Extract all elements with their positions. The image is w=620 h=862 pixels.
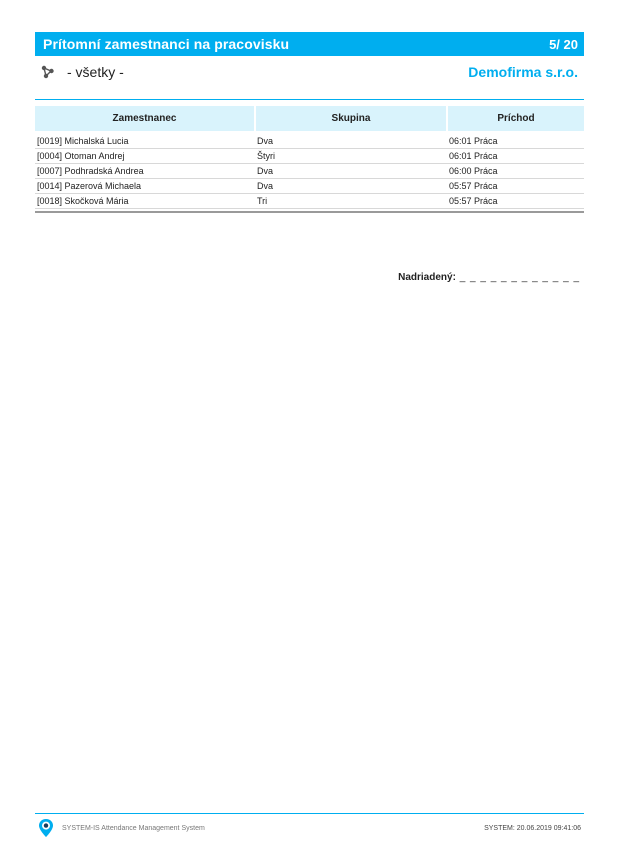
- footer: [35, 817, 584, 839]
- column-header-employee: Zamestnanec: [35, 106, 255, 131]
- employee-cell: [0014] Pazerová Michaela: [35, 179, 255, 194]
- employee-cell: [0018] Skočková Mária: [35, 194, 255, 209]
- company-name: Demofirma s.r.o.: [468, 64, 578, 80]
- table-row: [35, 179, 584, 194]
- employee-cell: [0004] Otoman Andrej: [35, 149, 255, 164]
- group-cell: Tri: [255, 194, 447, 209]
- location-pin-icon: [38, 818, 54, 838]
- footer-system-text: SYSTEM-IS Attendance Management System: [62, 824, 205, 832]
- column-header-arrival: Príchod: [447, 106, 584, 131]
- arrival-cell: 05:57 Práca: [447, 179, 584, 194]
- supervisor-signature: [398, 272, 580, 283]
- employee-cell: [0019] Michalská Lucia: [35, 131, 255, 149]
- report-title-bar: [35, 32, 584, 56]
- group-cell: Štyri: [255, 149, 447, 164]
- footer-divider: [35, 813, 584, 814]
- page-number: 5/ 20: [549, 36, 578, 52]
- arrival-cell: 05:57 Práca: [447, 194, 584, 209]
- attendance-table: [35, 106, 584, 209]
- table-header-row: [35, 106, 584, 131]
- report-title: Prítomní zamestnanci na pracovisku: [43, 36, 290, 52]
- arrival-cell: 06:01 Práca: [447, 131, 584, 149]
- column-header-group: Skupina: [255, 106, 447, 131]
- group-filter: [35, 64, 124, 80]
- table-row: [35, 131, 584, 149]
- group-cell: Dva: [255, 164, 447, 179]
- arrival-cell: 06:00 Práca: [447, 164, 584, 179]
- filter-row: [35, 60, 584, 84]
- table-row: [35, 194, 584, 209]
- arrival-cell: 06:01 Práca: [447, 149, 584, 164]
- footer-timestamp: SYSTEM: 20.06.2019 09:41:06: [484, 824, 581, 832]
- footer-brand: [35, 818, 205, 838]
- group-cell: Dva: [255, 179, 447, 194]
- group-icon: [41, 65, 55, 79]
- signature-line: _ _ _ _ _ _ _ _ _ _ _ _: [455, 272, 580, 283]
- table-bottom-rule: [35, 211, 584, 213]
- group-cell: Dva: [255, 131, 447, 149]
- supervisor-label: Nadriadený:: [398, 272, 456, 283]
- group-filter-text: - všetky -: [67, 64, 124, 80]
- table-row: [35, 164, 584, 179]
- table-row: [35, 149, 584, 164]
- header-divider: [35, 99, 584, 100]
- employee-cell: [0007] Podhradská Andrea: [35, 164, 255, 179]
